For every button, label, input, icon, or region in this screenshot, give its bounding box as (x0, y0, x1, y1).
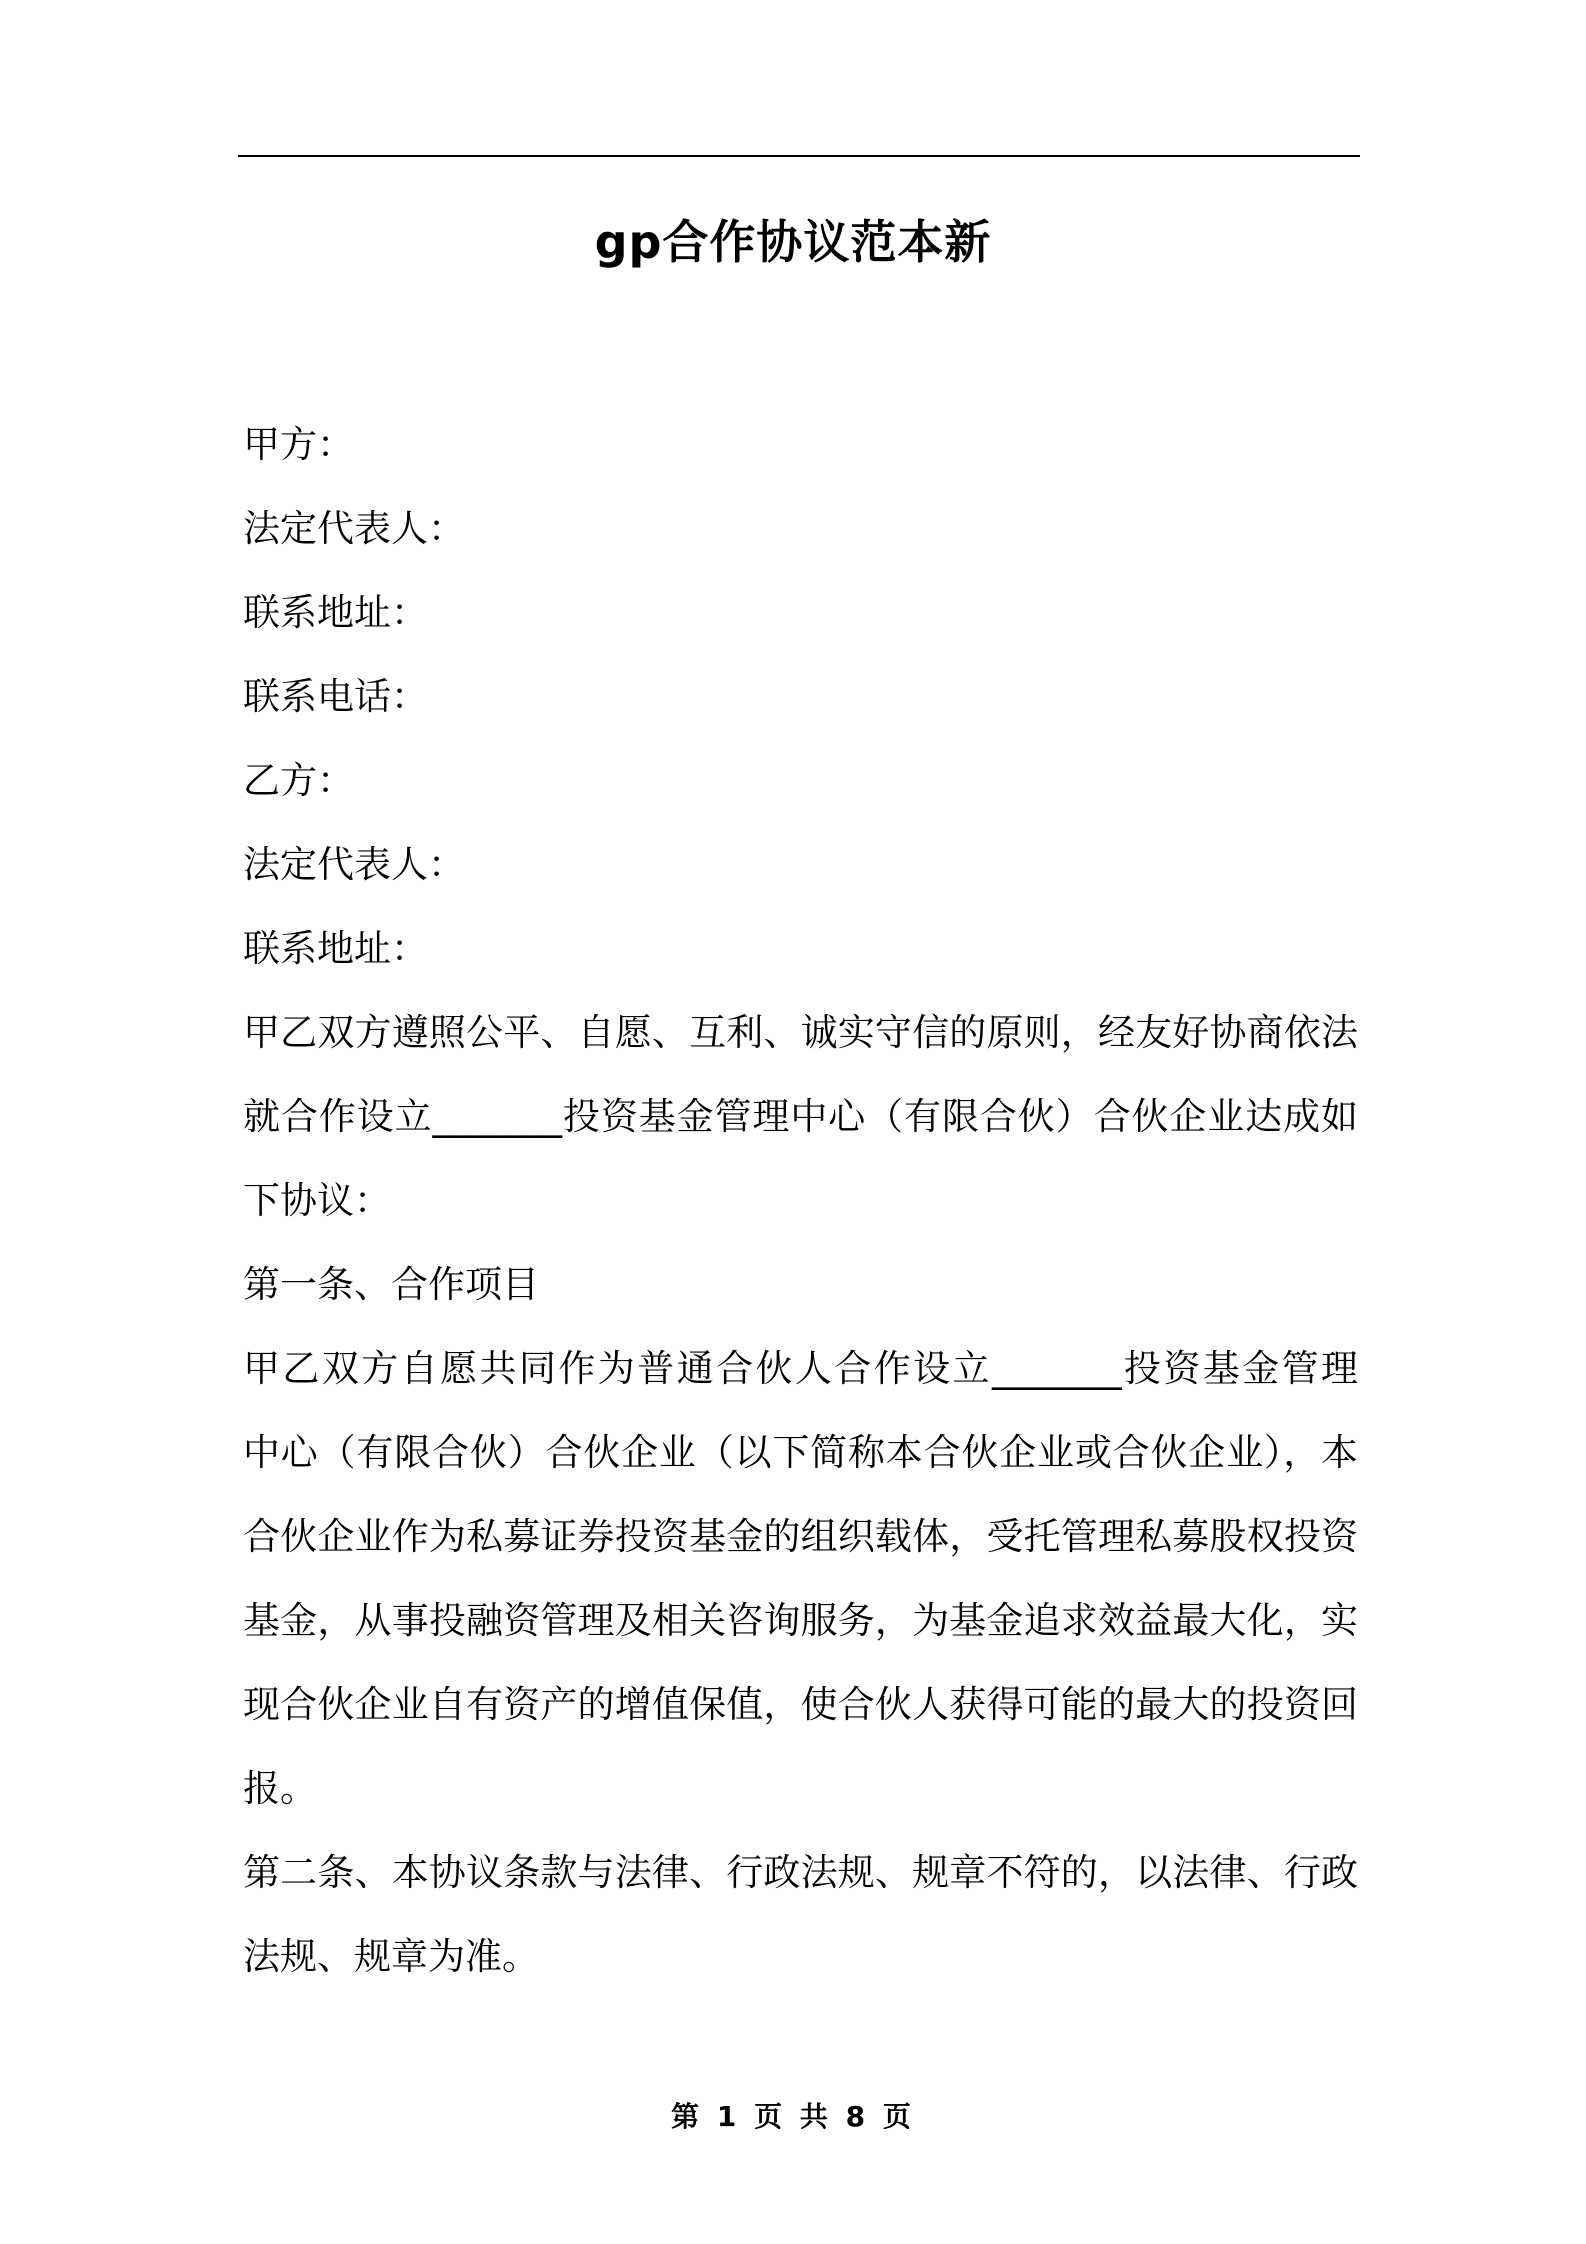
article-2-line: 法规、规章为准。 (243, 1935, 539, 1978)
party-a-label: 甲方： (243, 423, 354, 466)
article-1-line: 现合伙企业自有资产的增值保值，使合伙人获得可能的最大的投资回 (243, 1683, 1358, 1726)
article-1-line: 中心（有限合伙）合伙企业（以下简称本合伙企业或合伙企业），本 (243, 1431, 1358, 1474)
party-b-representative-label: 法定代表人： (243, 843, 465, 886)
article-2-line: 第二条、本协议条款与法律、行政法规、规章不符的，以法律、行政 (243, 1851, 1358, 1894)
party-a-phone-label: 联系电话： (243, 675, 428, 718)
party-a-address-label: 联系地址： (243, 591, 428, 634)
preamble-line: 下协议： (243, 1179, 391, 1222)
document-body (243, 403, 1358, 1999)
article-1-line: 基金，从事投融资管理及相关咨询服务，为基金追求效益最大化，实 (243, 1599, 1358, 1642)
article-1-line: 报。 (243, 1767, 317, 1810)
party-b-address-label: 联系地址： (243, 927, 428, 970)
party-b-label: 乙方： (243, 759, 354, 802)
article-1-line: 合伙企业作为私募证券投资基金的组织载体，受托管理私募股权投资 (243, 1515, 1358, 1558)
preamble-line: 甲乙双方遵照公平、自愿、互利、诚实守信的原则，经友好协商依法 (243, 1011, 1358, 1054)
preamble-line: 就合作设立_______投资基金管理中心（有限合伙）合伙企业达成如 (243, 1095, 1358, 1138)
page-number-footer: 第 1 页 共 8 页 (671, 2100, 915, 2133)
party-a-representative-label: 法定代表人： (243, 507, 465, 550)
article-1-line: 甲乙双方自愿共同作为普通合伙人合作设立_______投资基金管理 (243, 1347, 1358, 1390)
article-1-heading: 第一条、合作项目 (243, 1263, 539, 1306)
header-rule (238, 155, 1360, 157)
document-title: gp合作协议范本新 (594, 215, 992, 269)
